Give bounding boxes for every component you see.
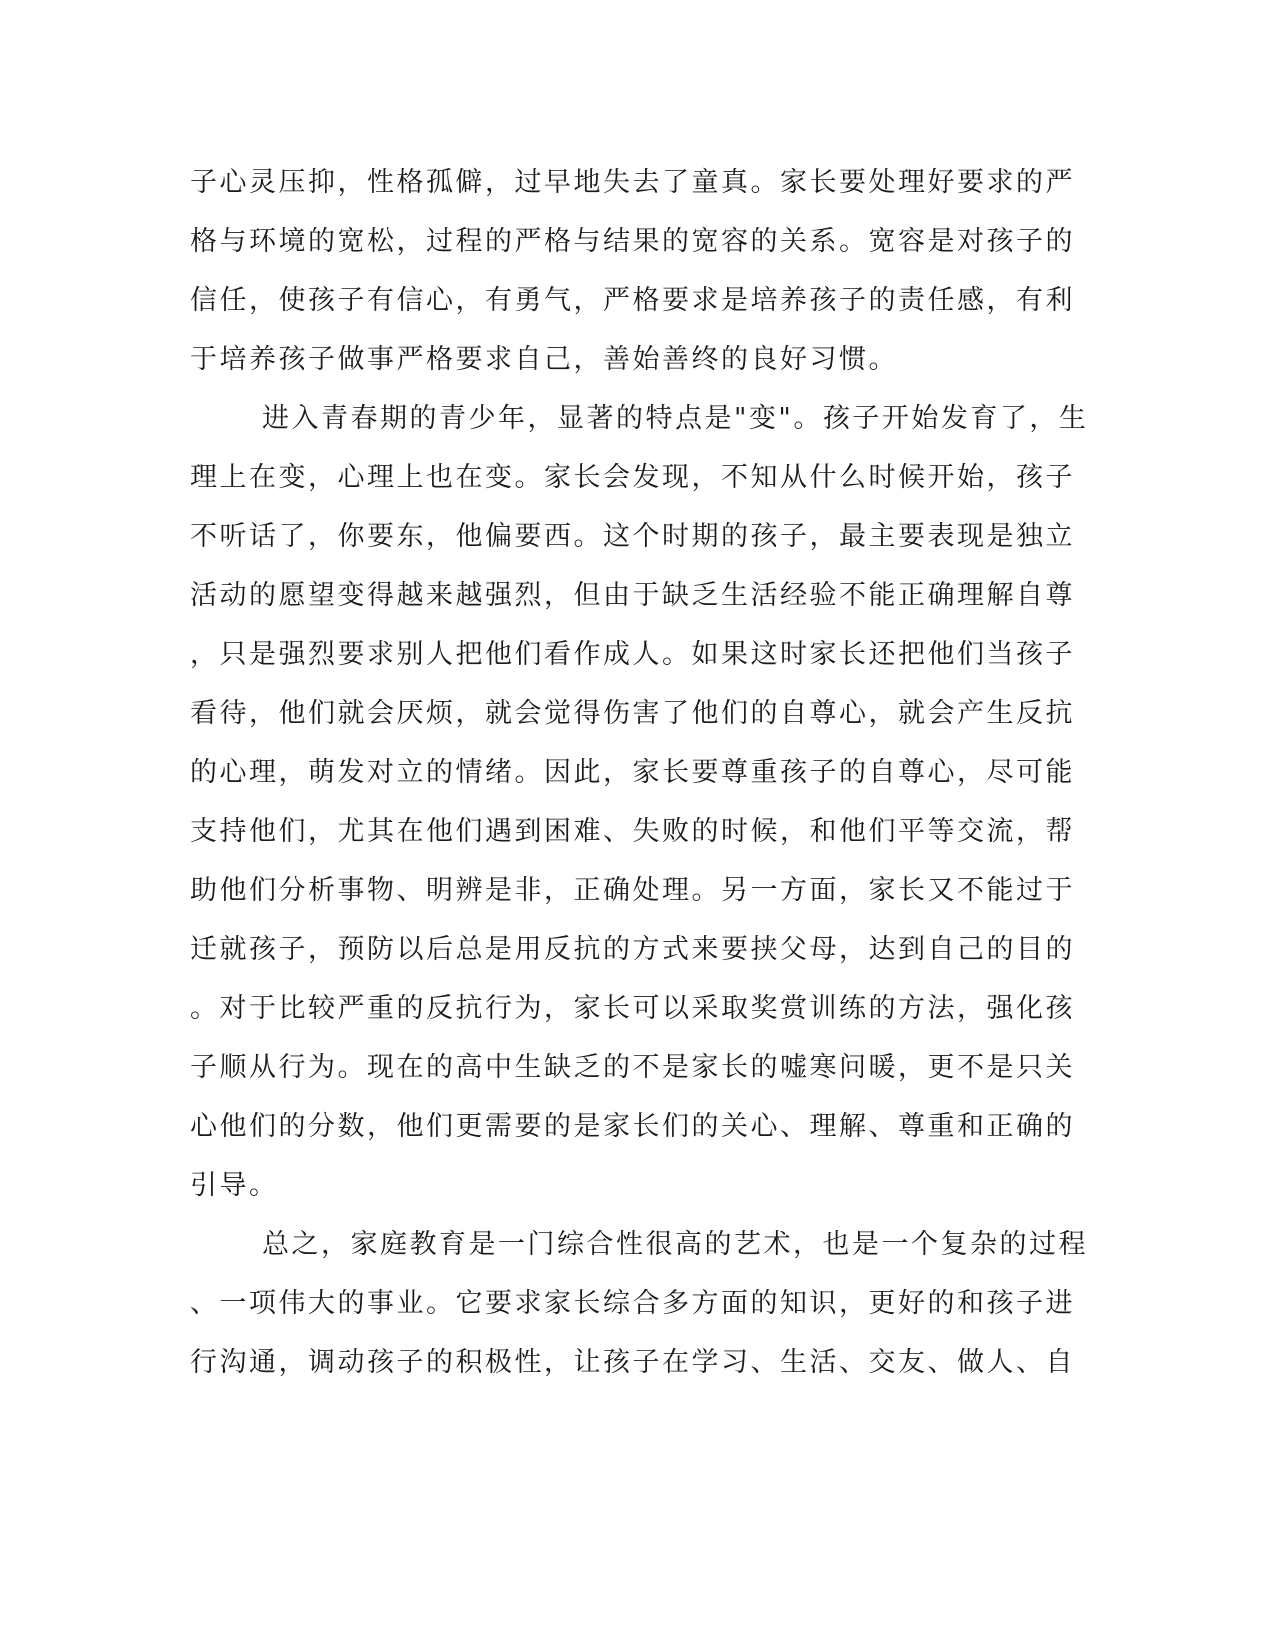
text-line: 、一项伟大的事业。它要求家长综合多方面的知识，更好的和孩子进 — [190, 1288, 1075, 1319]
text-line: 助他们分析事物、明辨是非，正确处理。另一方面，家长又不能过于 — [190, 875, 1075, 906]
paragraph-first-line: 总之，家庭教育是一门综合性很高的艺术，也是一个复杂的过程 — [262, 1229, 1088, 1260]
text-line: 理上在变，心理上也在变。家长会发现，不知从什么时候开始，孩子 — [190, 462, 1075, 493]
text-line: 格与环境的宽松，过程的严格与结果的宽容的关系。宽容是对孩子的 — [190, 226, 1075, 257]
text-line: 子心灵压抑，性格孤僻，过早地失去了童真。家长要处理好要求的严 — [190, 167, 1075, 198]
text-line: ，只是强烈要求别人把他们看作成人。如果这时家长还把他们当孩子 — [190, 639, 1075, 670]
text-line: 活动的愿望变得越来越强烈，但由于缺乏生活经验不能正确理解自尊 — [190, 580, 1075, 611]
text-line: 支持他们，尤其在他们遇到困难、失败的时候，和他们平等交流，帮 — [190, 816, 1075, 847]
text-line: 行沟通，调动孩子的积极性，让孩子在学习、生活、交友、做人、自 — [190, 1347, 1075, 1378]
text-line: 引导。 — [190, 1170, 279, 1201]
paragraph-first-line: 进入青春期的青少年，显著的特点是"变"。孩子开始发育了，生 — [262, 403, 1089, 434]
text-line: 不听话了，你要东，他偏要西。这个时期的孩子，最主要表现是独立 — [190, 521, 1075, 552]
text-line: 心他们的分数，他们更需要的是家长们的关心、理解、尊重和正确的 — [190, 1111, 1075, 1142]
text-line: 看待，他们就会厌烦，就会觉得伤害了他们的自尊心，就会产生反抗 — [190, 698, 1075, 729]
text-line: 信任，使孩子有信心，有勇气，严格要求是培养孩子的责任感，有利 — [190, 285, 1075, 316]
text-line: 。对于比较严重的反抗行为，家长可以采取奖赏训练的方法，强化孩 — [190, 993, 1075, 1024]
text-line: 子顺从行为。现在的高中生缺乏的不是家长的嘘寒问暖，更不是只关 — [190, 1052, 1075, 1083]
text-line: 于培养孩子做事严格要求自己，善始善终的良好习惯。 — [190, 344, 898, 375]
text-line: 的心理，萌发对立的情绪。因此，家长要尊重孩子的自尊心，尽可能 — [190, 757, 1075, 788]
text-line: 迁就孩子，预防以后总是用反抗的方式来要挟父母，达到自己的目的 — [190, 934, 1075, 965]
